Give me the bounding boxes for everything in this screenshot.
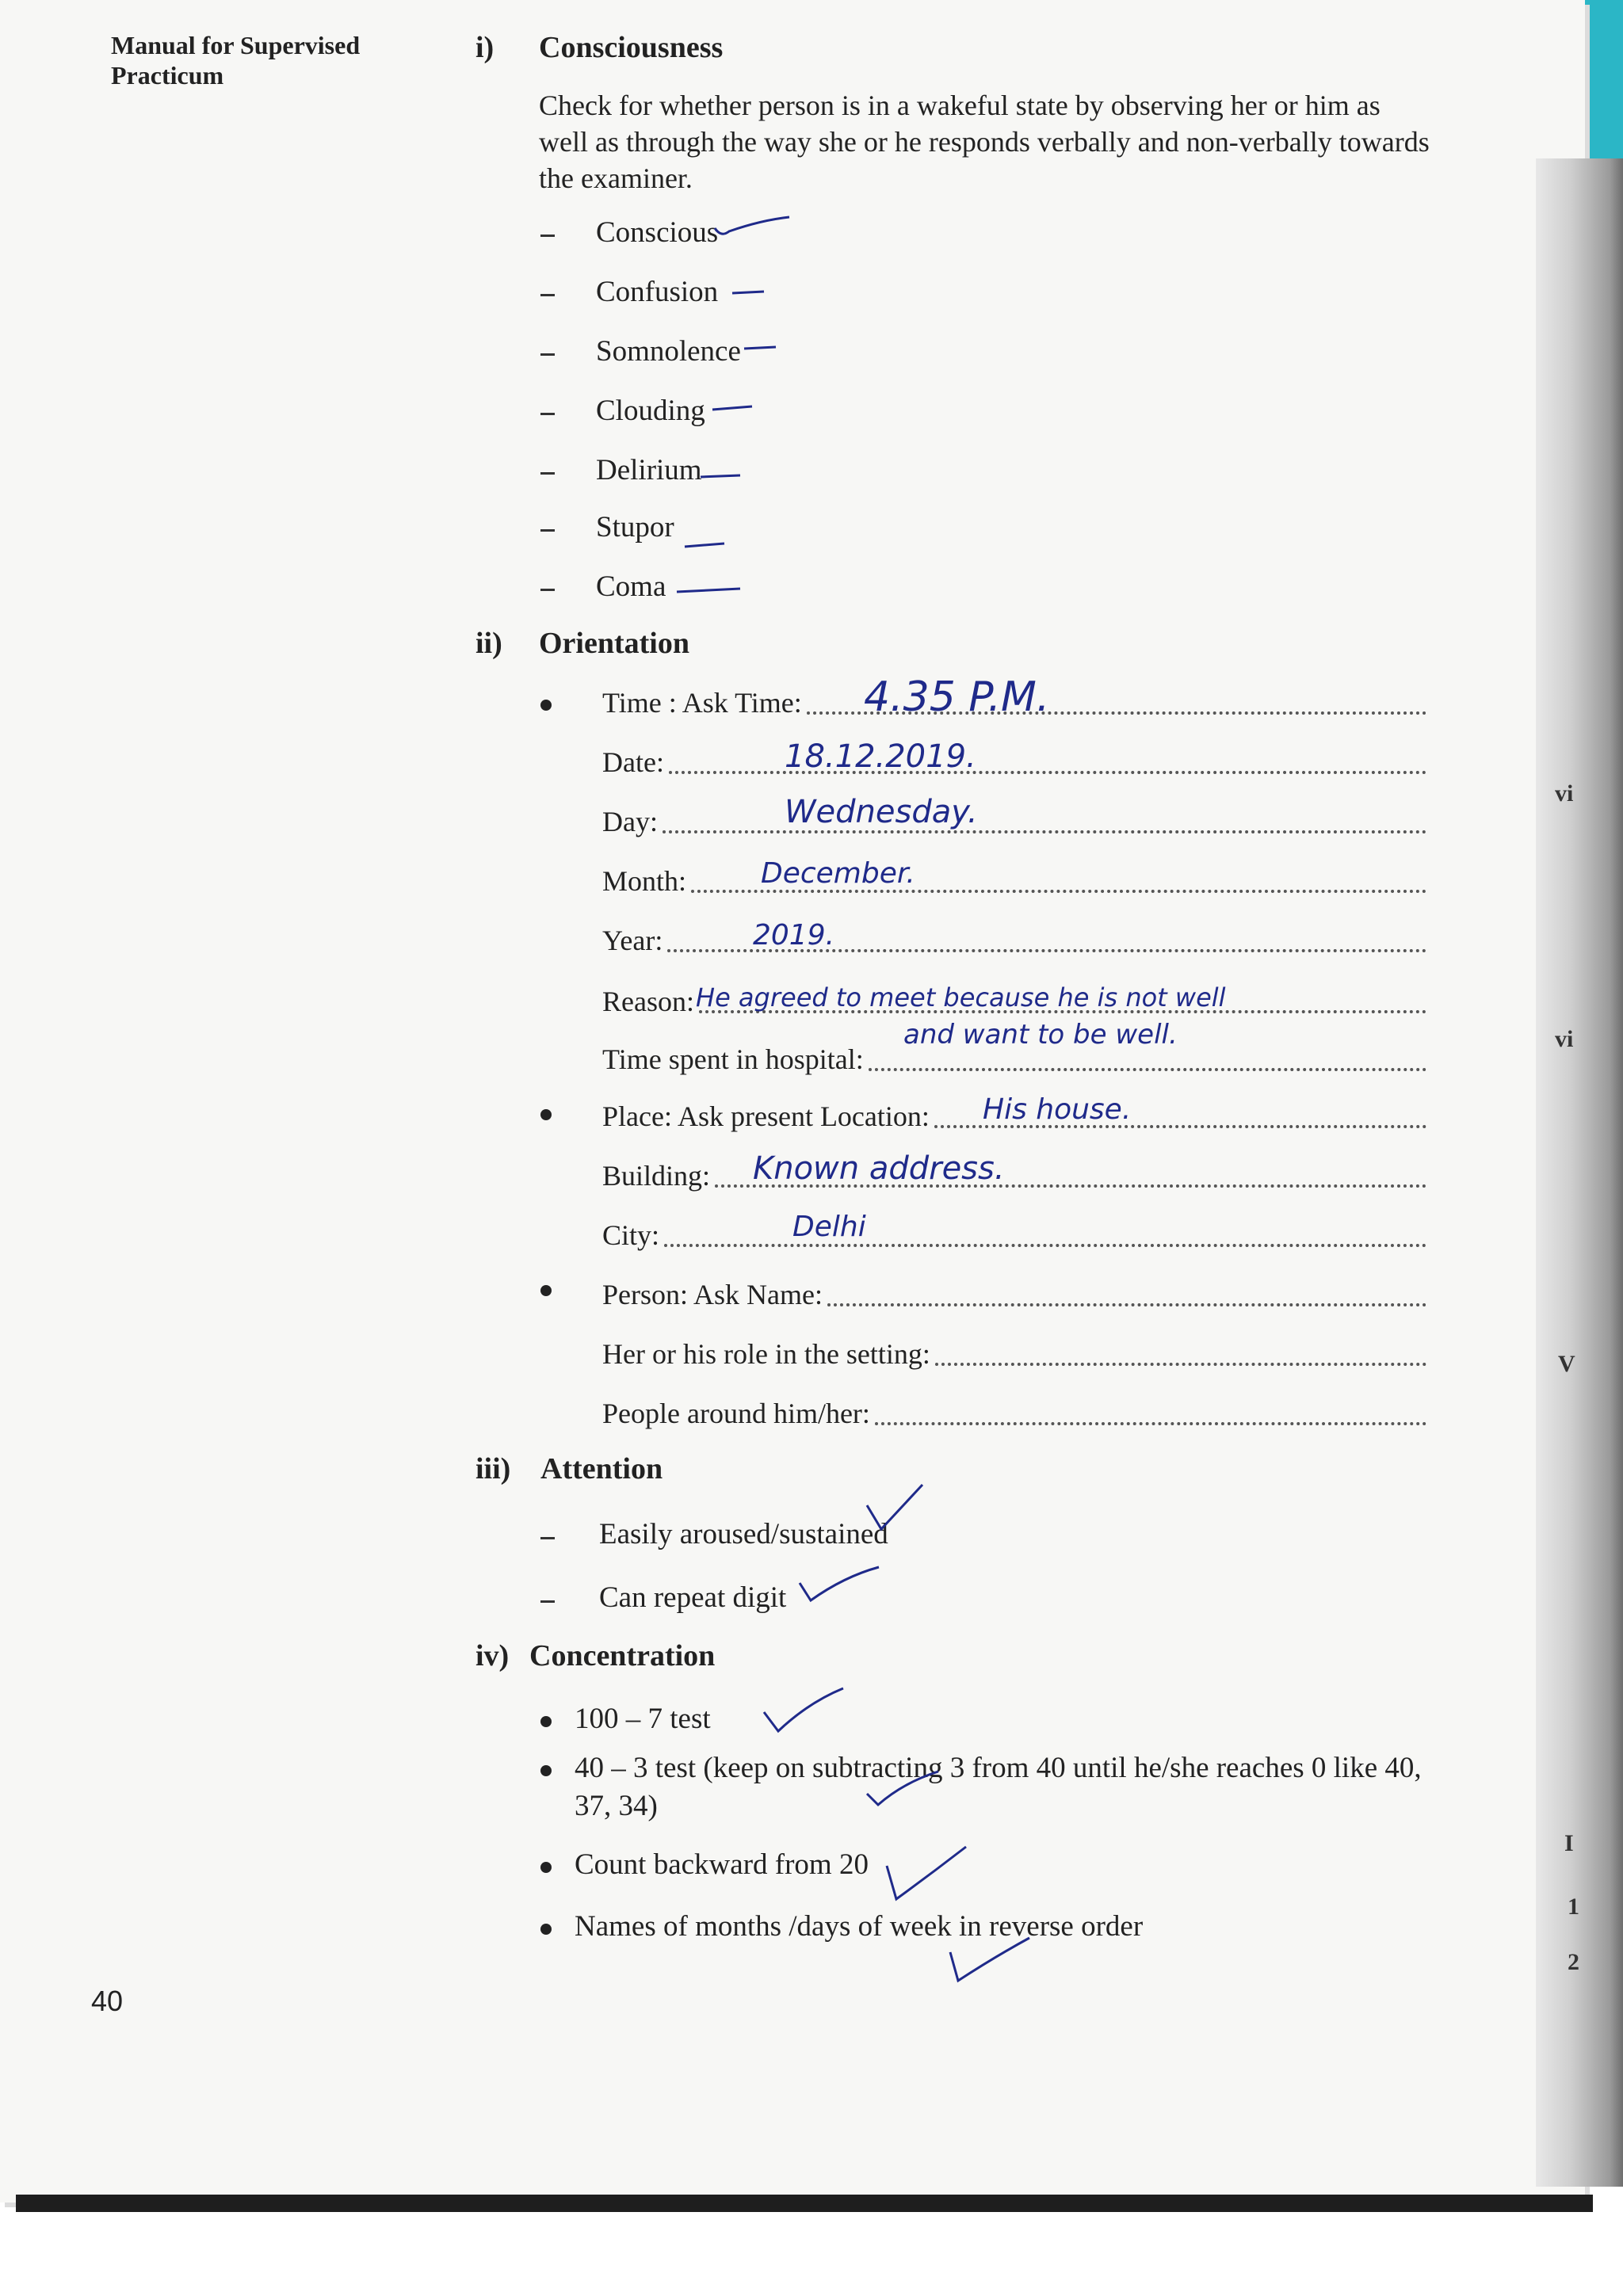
list-dash [540,529,555,532]
attention-item-aroused: Easily aroused/sustained [599,1518,888,1550]
handwritten-dash-mark [741,341,781,357]
orientation-time-spent-field [602,1036,1426,1076]
answer-line [664,1244,1426,1247]
list-bullet [540,1924,552,1935]
orientation-year-field [602,917,1426,957]
answer-line [663,830,1426,833]
handwritten-dash-mark [709,400,757,416]
handwritten-answer-building: Known address. [753,1150,1005,1187]
handwritten-answer-month: December. [761,857,915,890]
handwritten-check-mark [864,1767,943,1814]
list-dash [540,589,555,591]
list-bullet [540,1285,552,1296]
field-label: Building: [602,1160,711,1192]
handwritten-check-mark [796,1561,884,1608]
handwritten-answer-time: 4.35 P.M. [864,673,1050,721]
field-label: Place: Ask present Location: [602,1100,930,1132]
concentration-item-40-3: 40 – 3 test (keep on subtracting 3 from 40 until he/she reaches 0 like 40, [575,1752,1422,1784]
field-label: Day: [602,806,658,837]
field-label: Person: Ask Name: [602,1279,823,1310]
list-dash [540,353,555,356]
handwritten-answer-reason-cont: and want to be well. [903,1019,1178,1051]
handwritten-dash-mark [729,285,769,301]
list-bullet [540,1716,552,1727]
list-dash [540,413,555,415]
page-spine-shadow [1536,158,1623,2187]
attention-item-repeat-digit: Can repeat digit [599,1581,787,1614]
consciousness-option-coma: Coma [596,570,666,603]
orientation-city-field [602,1212,1426,1252]
handwritten-dash-mark [682,531,729,555]
list-bullet [540,1765,552,1776]
handwritten-check-mark [713,214,792,246]
orientation-role-field [602,1331,1426,1371]
orientation-building-field [602,1153,1426,1192]
handwritten-answer-reason: He agreed to meet because he is not well [696,982,1226,1013]
handwritten-answer-day: Wednesday. [785,794,978,830]
orientation-people-field [602,1390,1426,1430]
field-label: Date: [602,746,664,778]
section-number: i) [475,31,495,64]
field-label: Year: [602,925,663,956]
answer-line [875,1422,1426,1425]
field-label: City: [602,1219,660,1251]
edge-mark: V [1558,1351,1575,1377]
consciousness-option-somnolence: Somnolence [596,335,741,368]
handwritten-dash-mark [697,467,745,483]
concentration-item-100-7: 100 – 7 test [575,1703,711,1735]
list-bullet [540,1862,552,1873]
section-heading-orientation: Orientation [539,627,689,660]
consciousness-instructions: Check for whether person is in a wakeful state by observing her or him as well as through the way she or he responds verbally and non-verbally towards the examiner. [539,90,1430,194]
list-dash [540,235,555,237]
answer-line [669,771,1426,774]
edge-mark: vi [1555,1026,1574,1052]
concentration-item-reverse-order: Names of months /days of week in reverse order [575,1910,1144,1943]
field-label: People around him/her: [602,1398,870,1429]
field-label: Time : Ask Time: [602,687,802,719]
handwritten-answer-place: His house. [983,1093,1132,1126]
edge-mark: vi [1555,780,1574,807]
concentration-item-40-3-cont: 37, 34) [575,1790,658,1822]
edge-mark: I [1564,1830,1574,1856]
page-bottom-edge [16,2195,1593,2212]
orientation-day-field [602,799,1426,838]
list-dash [540,472,555,475]
handwritten-check-mark [947,1933,1034,1989]
consciousness-option-conscious: Conscious [596,216,719,249]
orientation-person-field [602,1272,1426,1311]
section-number: iii) [475,1452,511,1486]
running-header: Manual for Supervised Practicum [111,31,361,90]
handwritten-answer-year: 2019. [753,919,835,952]
handwritten-check-mark [864,1482,927,1537]
section-heading-concentration: Concentration [529,1639,716,1672]
section-heading-attention: Attention [540,1452,663,1486]
orientation-date-field [602,739,1426,779]
consciousness-option-delirium: Delirium [596,454,702,486]
handwritten-answer-city: Delhi [792,1211,866,1243]
answer-line [691,890,1426,893]
answer-line [827,1303,1426,1306]
handwritten-answer-date: 18.12.2019. [785,738,976,775]
orientation-month-field [602,858,1426,898]
field-label: Time spent in hospital: [602,1043,864,1075]
section-number: iv) [475,1639,510,1672]
section-number: ii) [475,627,502,660]
list-dash [540,1600,555,1603]
list-bullet [540,1109,552,1120]
list-dash [540,1537,555,1539]
answer-line [869,1068,1426,1071]
answer-line [935,1363,1426,1366]
list-dash [540,294,555,296]
edge-mark: 1 [1568,1894,1579,1920]
consciousness-option-confusion: Confusion [596,276,719,308]
handwritten-dash-mark [674,582,745,598]
field-label: Reason: [602,986,694,1017]
consciousness-option-clouding: Clouding [596,395,705,427]
handwritten-check-mark [884,1842,971,1905]
page-number: 40 [91,1985,124,2017]
field-label: Her or his role in the setting: [602,1338,930,1370]
list-bullet [540,700,552,711]
consciousness-option-stupor: Stupor [596,511,674,543]
section-heading-consciousness: Consciousness [539,31,724,64]
field-label: Month: [602,865,687,897]
concentration-item-count-backward: Count backward from 20 [575,1848,869,1881]
handwritten-check-mark [761,1684,848,1739]
edge-mark: 2 [1568,1949,1579,1975]
